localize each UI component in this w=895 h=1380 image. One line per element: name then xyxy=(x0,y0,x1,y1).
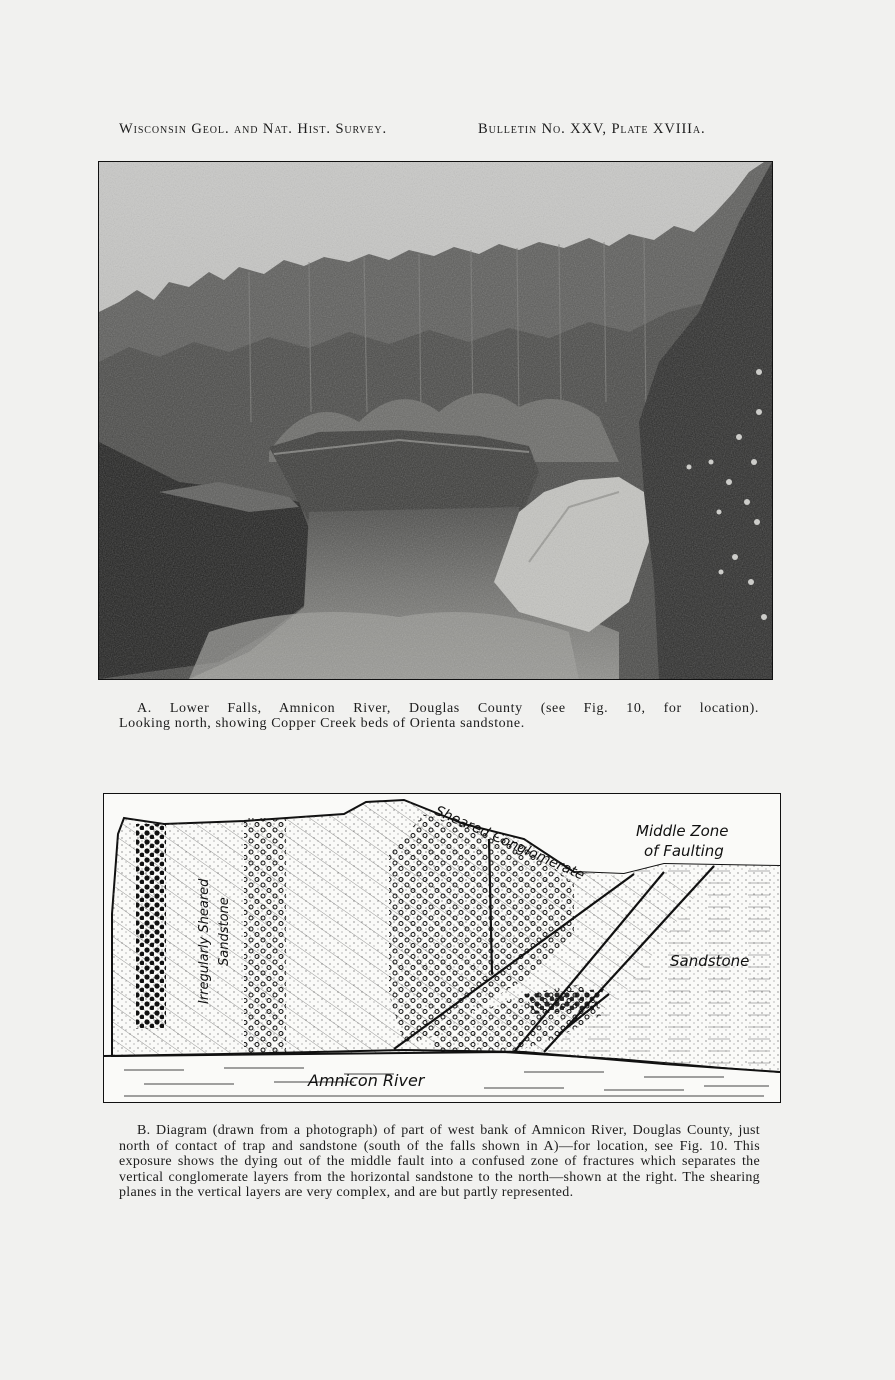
geologic-diagram xyxy=(103,793,781,1103)
header-right: Bulletin No. XXV, Plate XVIIIa. xyxy=(478,121,706,137)
label-sandstone: Sandstone xyxy=(670,952,750,970)
label-sandstone-vertical: Sandstone xyxy=(217,897,232,966)
photo-illustration xyxy=(99,162,772,679)
header-left: Wisconsin Geol. and Nat. Hist. Survey. xyxy=(119,121,388,137)
label-river: Amnicon River xyxy=(308,1071,425,1090)
caption-a-line1: A. Lower Falls, Amnicon River, Douglas County (see Fig. 10, for location). xyxy=(137,701,759,716)
diagram-illustration xyxy=(104,794,780,1102)
caption-a xyxy=(119,701,759,731)
falls-photograph xyxy=(98,161,773,680)
label-sheared-conglomerate: Sheared Conglomerate xyxy=(432,803,587,884)
caption-b-text: B. Diagram (drawn from a photograph) of part of west bank of Amnicon River, Douglas County, just north of contact of trap and sandstone (south of the falls shown in A)—for location, see Fig. 10. This exposure shows the dying out of the middle fault into a confused zone of fractures which separates the vertical conglomerate layers from the horizontal sandstone to the north—shown at the right. The shearing planes in the vertical layers are very complex, and are but partly represented. xyxy=(119,1123,760,1200)
caption-a-line2: Looking north, showing Copper Creek beds of Orienta sandstone. xyxy=(119,716,525,731)
caption-b xyxy=(119,1123,760,1201)
label-middle-zone: Middle Zone xyxy=(636,822,729,840)
running-header xyxy=(119,121,759,138)
label-irregularly-sheared: Irregularly Sheared xyxy=(197,878,212,1004)
label-of-faulting: of Faulting xyxy=(644,842,724,860)
